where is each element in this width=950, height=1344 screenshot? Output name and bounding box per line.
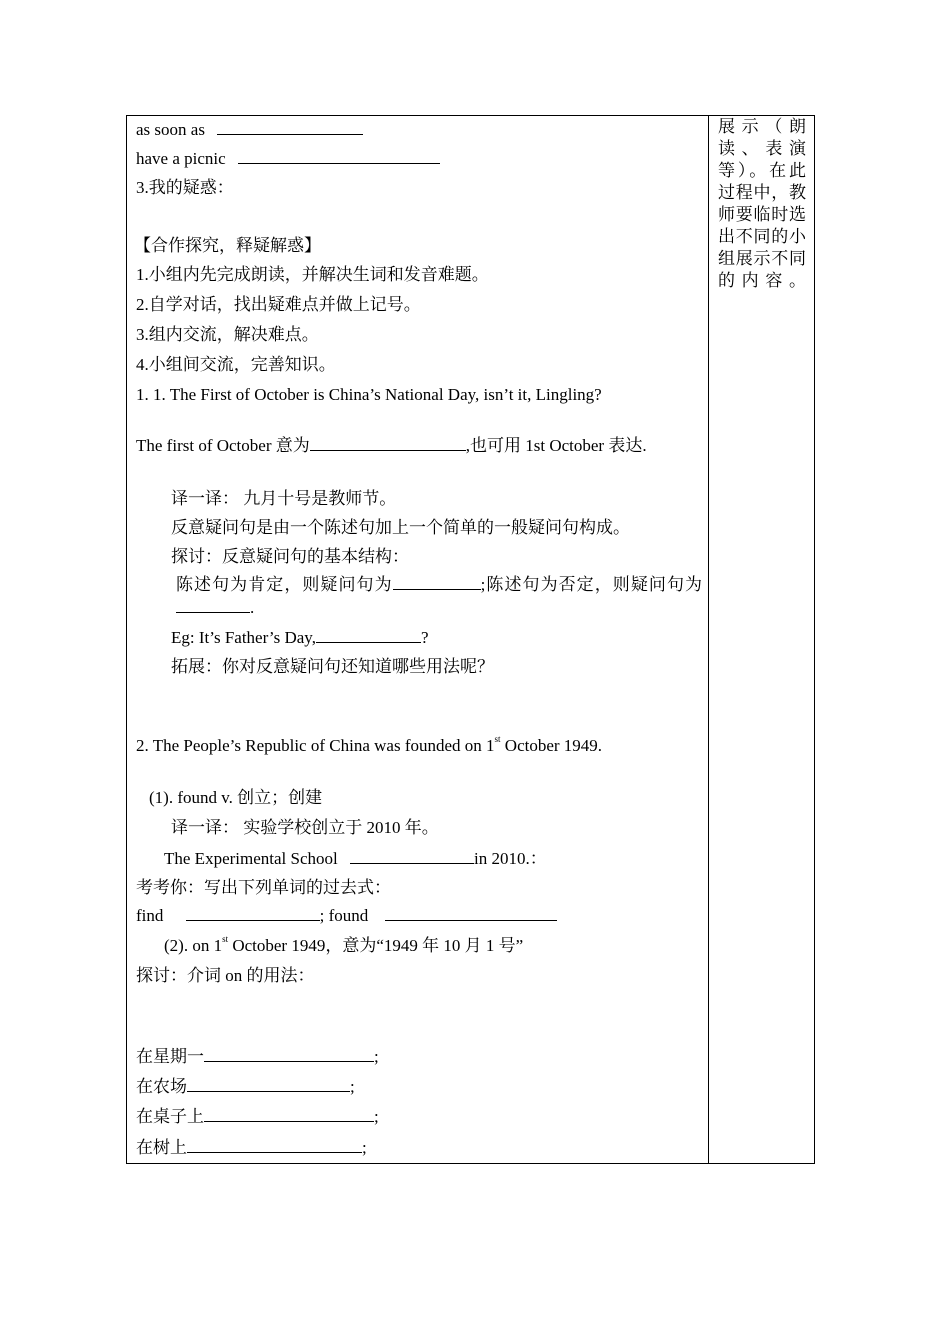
tag-question-definition: 反意疑问句是由一个陈述句加上一个简单的一般疑问句构成。 bbox=[171, 518, 630, 537]
answer-blank bbox=[186, 904, 320, 921]
on-usage-monday bbox=[136, 1045, 702, 1068]
rule-text: ;陈述句为否定，则疑问句为 bbox=[480, 575, 702, 594]
phrase-text: as soon as bbox=[136, 120, 205, 139]
example-sentence bbox=[171, 626, 737, 649]
answer-blank bbox=[385, 904, 557, 921]
on-date-note bbox=[164, 934, 730, 957]
sentence-text: The Experimental School bbox=[164, 849, 338, 868]
answer-blank bbox=[176, 596, 250, 613]
tag-question-rule bbox=[176, 573, 702, 619]
step-item: 4.小组间交流，完善知识。 bbox=[136, 355, 336, 374]
ordinal-suffix: st bbox=[222, 934, 229, 944]
rule-text: . bbox=[250, 598, 255, 617]
usage-label: 在农场 bbox=[136, 1077, 187, 1096]
sentence-text: in 2010.： bbox=[473, 849, 547, 868]
on-usage-tree bbox=[136, 1136, 702, 1159]
answer-blank bbox=[187, 1136, 362, 1153]
phrase-have-picnic bbox=[136, 147, 702, 170]
past-tense-blanks bbox=[136, 904, 702, 927]
step-item: 3.组内交流，解决难点。 bbox=[136, 325, 319, 344]
question-text: 2. The People’s Republic of China was founded on 1 bbox=[136, 736, 495, 755]
punctuation: ; bbox=[362, 1138, 367, 1157]
translate-task: 译一译： 九月十号是教师节。 bbox=[171, 489, 397, 508]
past-tense-task: 考考你：写出下列单词的过去式： bbox=[136, 878, 391, 897]
word-found: ; found bbox=[319, 906, 369, 925]
step-item: 1.小组内先完成朗读，并解决生词和发音难题。 bbox=[136, 265, 489, 284]
example-text: ? bbox=[420, 628, 429, 647]
note-text: (2). on 1 bbox=[164, 936, 223, 955]
section-title: 【合作探究，释疑解惑】 bbox=[134, 236, 321, 255]
answer-blank bbox=[204, 1105, 374, 1122]
example-text: Eg: It’s Father’s Day, bbox=[171, 628, 316, 647]
usage-label: 在桌子上 bbox=[136, 1107, 204, 1126]
vocab-definition: (1). found v. 创立；创建 bbox=[149, 788, 323, 807]
answer-blank bbox=[238, 147, 440, 164]
answer-blank bbox=[187, 1075, 350, 1092]
answer-blank bbox=[350, 847, 474, 864]
punctuation: ; bbox=[374, 1107, 379, 1126]
answer-blank bbox=[217, 118, 363, 135]
explore-prompt: 探讨：介词 on 的用法： bbox=[136, 966, 315, 985]
answer-blank bbox=[316, 626, 421, 643]
usage-label: 在星期一 bbox=[136, 1047, 204, 1066]
usage-label: 在树上 bbox=[136, 1138, 187, 1157]
word-find: find bbox=[136, 906, 164, 925]
phrase-as-soon-as bbox=[136, 118, 702, 141]
punctuation: ; bbox=[350, 1077, 355, 1096]
phrase-text: have a picnic bbox=[136, 149, 226, 168]
answer-blank bbox=[204, 1045, 374, 1062]
teacher-note: 展示（朗读、表演等）。在此过程中，教师要临时选出不同的小组展示不同的内容。 bbox=[718, 117, 806, 290]
question-2 bbox=[136, 734, 702, 757]
on-usage-farm bbox=[136, 1075, 702, 1098]
question-1: 1. 1. The First of October is China’s National Day, isn’t it, Lingling? bbox=[136, 385, 602, 404]
experimental-school-sentence bbox=[164, 847, 730, 870]
question-text: October 1949. bbox=[500, 736, 603, 755]
answer-blank bbox=[393, 573, 481, 590]
answer-blank bbox=[310, 434, 466, 451]
extend-prompt: 拓展：你对反意疑问句还知道哪些用法呢？ bbox=[171, 657, 494, 676]
explore-prompt: 探讨：反意疑问句的基本结构： bbox=[171, 547, 409, 566]
question-1-meaning bbox=[136, 434, 702, 457]
note-text: October 1949，意为“1949 年 10 月 1 号” bbox=[228, 936, 524, 955]
meaning-text: ,也可用 1st October 表达. bbox=[465, 436, 647, 455]
ordinal-suffix: st bbox=[494, 734, 501, 744]
rule-text: 陈述句为肯定，则疑问句为 bbox=[176, 575, 393, 594]
translate-task: 译一译： 实验学校创立于 2010 年。 bbox=[171, 818, 439, 837]
on-usage-desk bbox=[136, 1105, 702, 1128]
meaning-text: The first of October 意为 bbox=[136, 436, 310, 455]
step-item: 2.自学对话，找出疑难点并做上记号。 bbox=[136, 295, 421, 314]
punctuation: ; bbox=[374, 1047, 379, 1066]
my-doubts-heading: 3.我的疑惑： bbox=[136, 178, 234, 197]
